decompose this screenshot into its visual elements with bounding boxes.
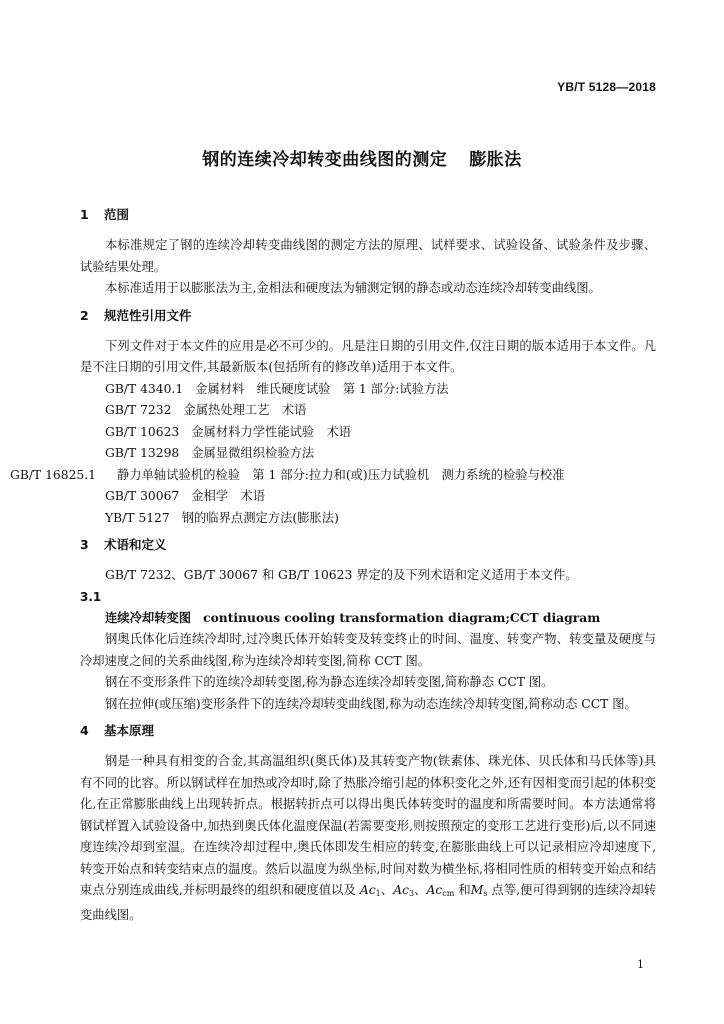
section-3-heading: 3 术语和定义 — [80, 537, 167, 552]
document-title — [0, 145, 724, 170]
reference-item: GB/T 10623 金属材料力学性能试验 术语 — [105, 424, 352, 439]
body-content — [10, 205, 656, 926]
reference-item: GB/T 16825.1 静力单轴试验机的检验 第 1 部分:拉力和(或)压力试验机 测力系统的检验与校准 — [10, 467, 565, 482]
term-entry — [80, 607, 656, 630]
section-1-para-2: 本标准适用于以膨胀法为主,金相法和硬度法为辅测定钢的静态或动态连续冷却转变曲线图。 — [105, 281, 601, 295]
section-4-heading: 4 基本原理 — [80, 723, 155, 738]
section-3-para-3: 钢在不变形条件下的连续冷却转变图,称为静态连续冷却转变图,简称静态 CCT 图。 — [105, 675, 554, 689]
term-number: 3.1 — [80, 589, 102, 604]
section-2-heading: 2 规范性引用文件 — [80, 307, 192, 323]
section-1-para-1: 本标准规定了钢的连续冷却转变曲线图的测定方法的原理、试样要求、试验设备、试验条件及步骤、试验结果处理。 — [80, 238, 656, 274]
section-4-para-1: 钢是一种具有相变的合金,其高温组织(奥氏体)及其转变产物(铁素体、珠光体、贝氏体和马氏体等)具有不同的比容。所以钢试样在加热或冷却时,除了热胀冷缩引起的体积变化之外,还有因相变而引起的体积变化,在正常膨胀曲线上出现转折点。根据转折点可以得出奥氏体转变时的温度和所需要时间。本方法通常将钢试样置入试验设备中,加热到奥氏体化温度保温(若需要变形,则按照预定的变形工艺进行变形)后,以不同速度连续冷却到室温。在连续冷却过程中,奥氏体即发生相应的转变,在膨胀曲线上可以记录相应冷却速度下,转变开始点和转变结束点的温度。然后以温度为纵坐标,时间对数为横坐标,将相同性质的相转变开始点和结束点分别连成曲线,并标明最终的组织和硬度值以及 $Ac_1$、$Ac_3$、$Ac_{cm}$ 和$M_s$ 点等,便可得到钢的连续冷却转变曲线图。 — [80, 754, 656, 922]
title-method: 膨胀法 — [469, 150, 522, 170]
section-3-para-4: 钢在拉伸(或压缩)变形条件下的连续冷却转变曲线图,称为动态连续冷却转变图,简称动态 CCT 图。 — [105, 696, 637, 711]
term-chinese: 连续冷却转变图 — [105, 610, 192, 625]
reference-item: GB/T 4340.1 金属材料 维氏硬度试验 第 1 部分:试验方法 — [105, 381, 449, 396]
standard-code: YB/T 5128—2018 — [557, 80, 656, 94]
page-number: 1 — [637, 958, 644, 971]
reference-item: GB/T 13298 金属显微组织检验方法 — [105, 446, 315, 460]
reference-item: YB/T 5127 钢的临界点测定方法(膨胀法) — [105, 510, 339, 525]
title-main: 钢的连续冷却转变曲线图的测定 — [202, 150, 448, 170]
term-english: continuous cooling transformation diagram;CCT diagram — [203, 609, 601, 625]
section-2-para-1: 下列文件对于本文件的应用是必不可少的。凡是注日期的引用文件,仅注日期的版本适用于本文件。凡是不注日期的引用文件,其最新版本(包括所有的修改单)适用于本文件。 — [80, 338, 656, 374]
section-3-para-1: GB/T 7232、GB/T 30067 和 GB/T 10623 界定的及下列术语和定义适用于本文件。 — [105, 568, 578, 582]
section-3-para-2: 钢奥氏体化后连续冷却时,过冷奥氏体开始转变及转变终止的时间、温度、转变产物、转变量及硬度与冷却速度之间的关系曲线图,称为连续冷却转变图,简称 CCT 图。 — [80, 632, 656, 668]
reference-item: GB/T 7232 金属热处理工艺 术语 — [105, 403, 307, 417]
reference-item: GB/T 30067 金相学 术语 — [105, 489, 266, 503]
section-1-heading: 1 范围 — [80, 207, 130, 222]
